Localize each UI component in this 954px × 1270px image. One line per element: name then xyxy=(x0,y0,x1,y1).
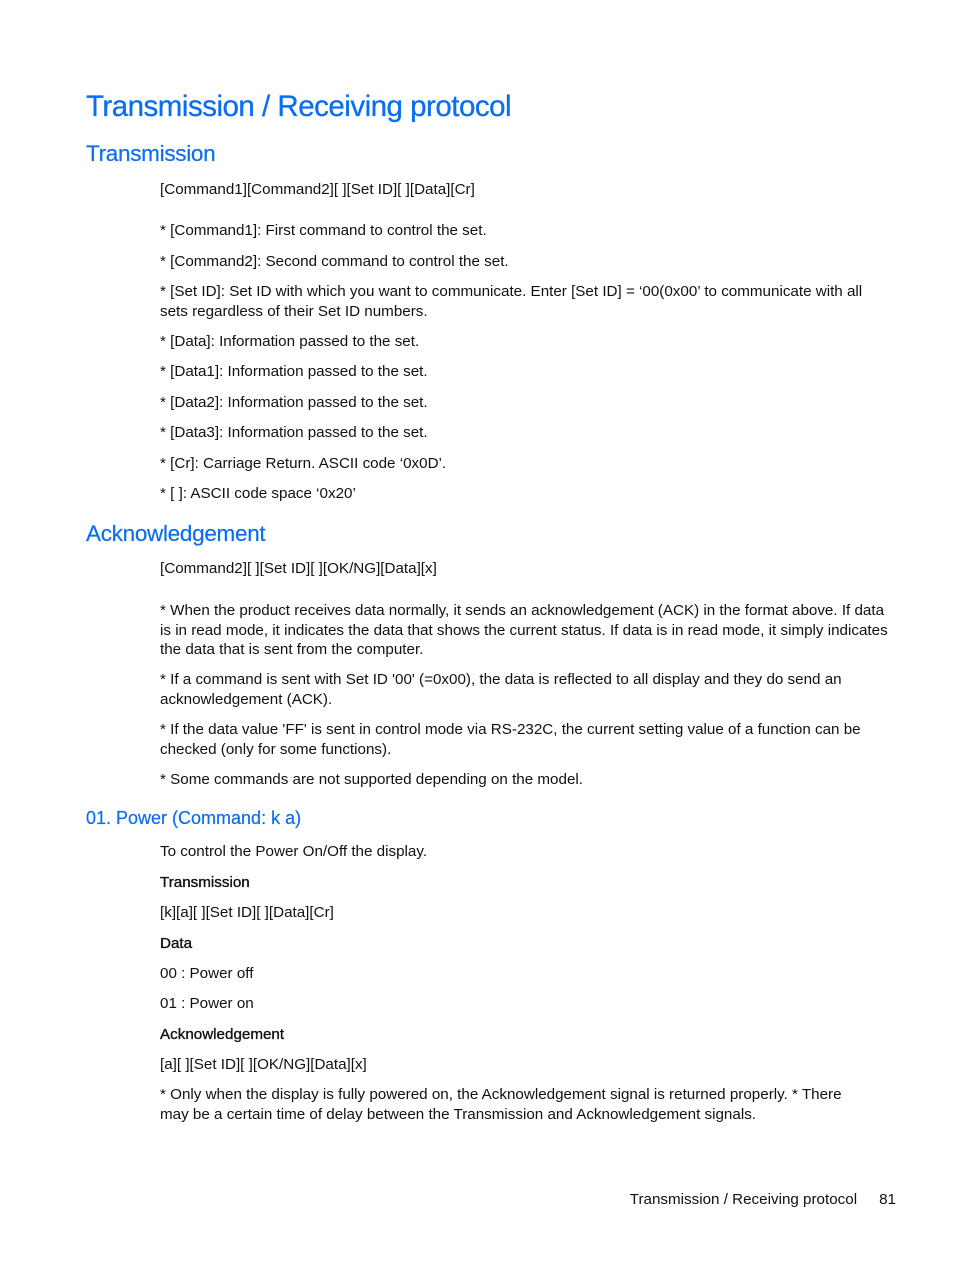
transmission-item-set-id: * [Set ID]: Set ID with which you want to communicate. Enter [Set ID] = ‘00(0x00’ to communicate with all sets regardless of their Set ID numbers. xyxy=(160,283,863,320)
power-transmission-label: Transmission xyxy=(160,874,250,891)
transmission-item-command2: * [Command2]: Second command to control the set. xyxy=(160,253,509,270)
power-transmission-format: [k][a][ ][Set ID][ ][Data][Cr] xyxy=(160,904,334,921)
acknowledgement-format: [Command2][ ][Set ID][ ][OK/NG][Data][x] xyxy=(160,560,437,577)
acknowledgement-heading: Acknowledgement xyxy=(86,521,266,546)
transmission-item-command1: * [Command1]: First command to control the set. xyxy=(160,222,487,239)
power-ack-label: Acknowledgement xyxy=(160,1026,285,1043)
power-note: * Only when the display is fully powered on, the Acknowledgement signal is returned properly. * There may be a certain time of delay between the Transmission and Acknowledgement signals. xyxy=(160,1086,842,1123)
transmission-item-data2: * [Data2]: Information passed to the set. xyxy=(160,394,428,411)
acknowledgement-item-set-id-00: * If a command is sent with Set ID '00' (=0x00), the data is reflected to all display and they do send an acknowledgement (ACK). xyxy=(160,671,842,708)
acknowledgement-item-unsupported: * Some commands are not supported depending on the model. xyxy=(160,771,583,788)
transmission-format: [Command1][Command2][ ][Set ID][ ][Data][Cr] xyxy=(160,181,475,198)
transmission-item-data: * [Data]: Information passed to the set. xyxy=(160,333,420,350)
transmission-heading: Transmission xyxy=(86,141,216,166)
power-intro: To control the Power On/Off the display. xyxy=(160,843,428,860)
transmission-item-data1: * [Data1]: Information passed to the set. xyxy=(160,363,428,380)
footer-section-title: Transmission / Receiving protocol xyxy=(629,1191,858,1208)
power-ack-format: [a][ ][Set ID][ ][OK/NG][Data][x] xyxy=(160,1056,367,1073)
power-heading: 01. Power (Command: k a) xyxy=(86,808,302,828)
page-title: Transmission / Receiving protocol xyxy=(86,90,512,123)
transmission-item-data3: * [Data3]: Information passed to the set. xyxy=(160,424,428,441)
acknowledgement-item-normal: * When the product receives data normally, it sends an acknowledgement (ACK) in the format above. If data is in read mode, it indicates the data that shows the current status. If data is in read mode, it simply indicates the data that is sent from the computer. xyxy=(160,602,888,658)
transmission-item-space: * [ ]: ASCII code space ‘0x20’ xyxy=(160,485,356,502)
acknowledgement-item-ff: * If the data value 'FF' is sent in control mode via RS-232C, the current setting value of a function can be checked (only for some functions). xyxy=(160,721,861,758)
page-number: 81 xyxy=(879,1191,896,1208)
power-data-on: 01 : Power on xyxy=(160,995,254,1012)
power-data-off: 00 : Power off xyxy=(160,965,254,982)
page-footer xyxy=(630,1191,896,1208)
power-data-label: Data xyxy=(160,935,193,952)
transmission-item-cr: * [Cr]: Carriage Return. ASCII code ‘0x0D’. xyxy=(160,455,447,472)
